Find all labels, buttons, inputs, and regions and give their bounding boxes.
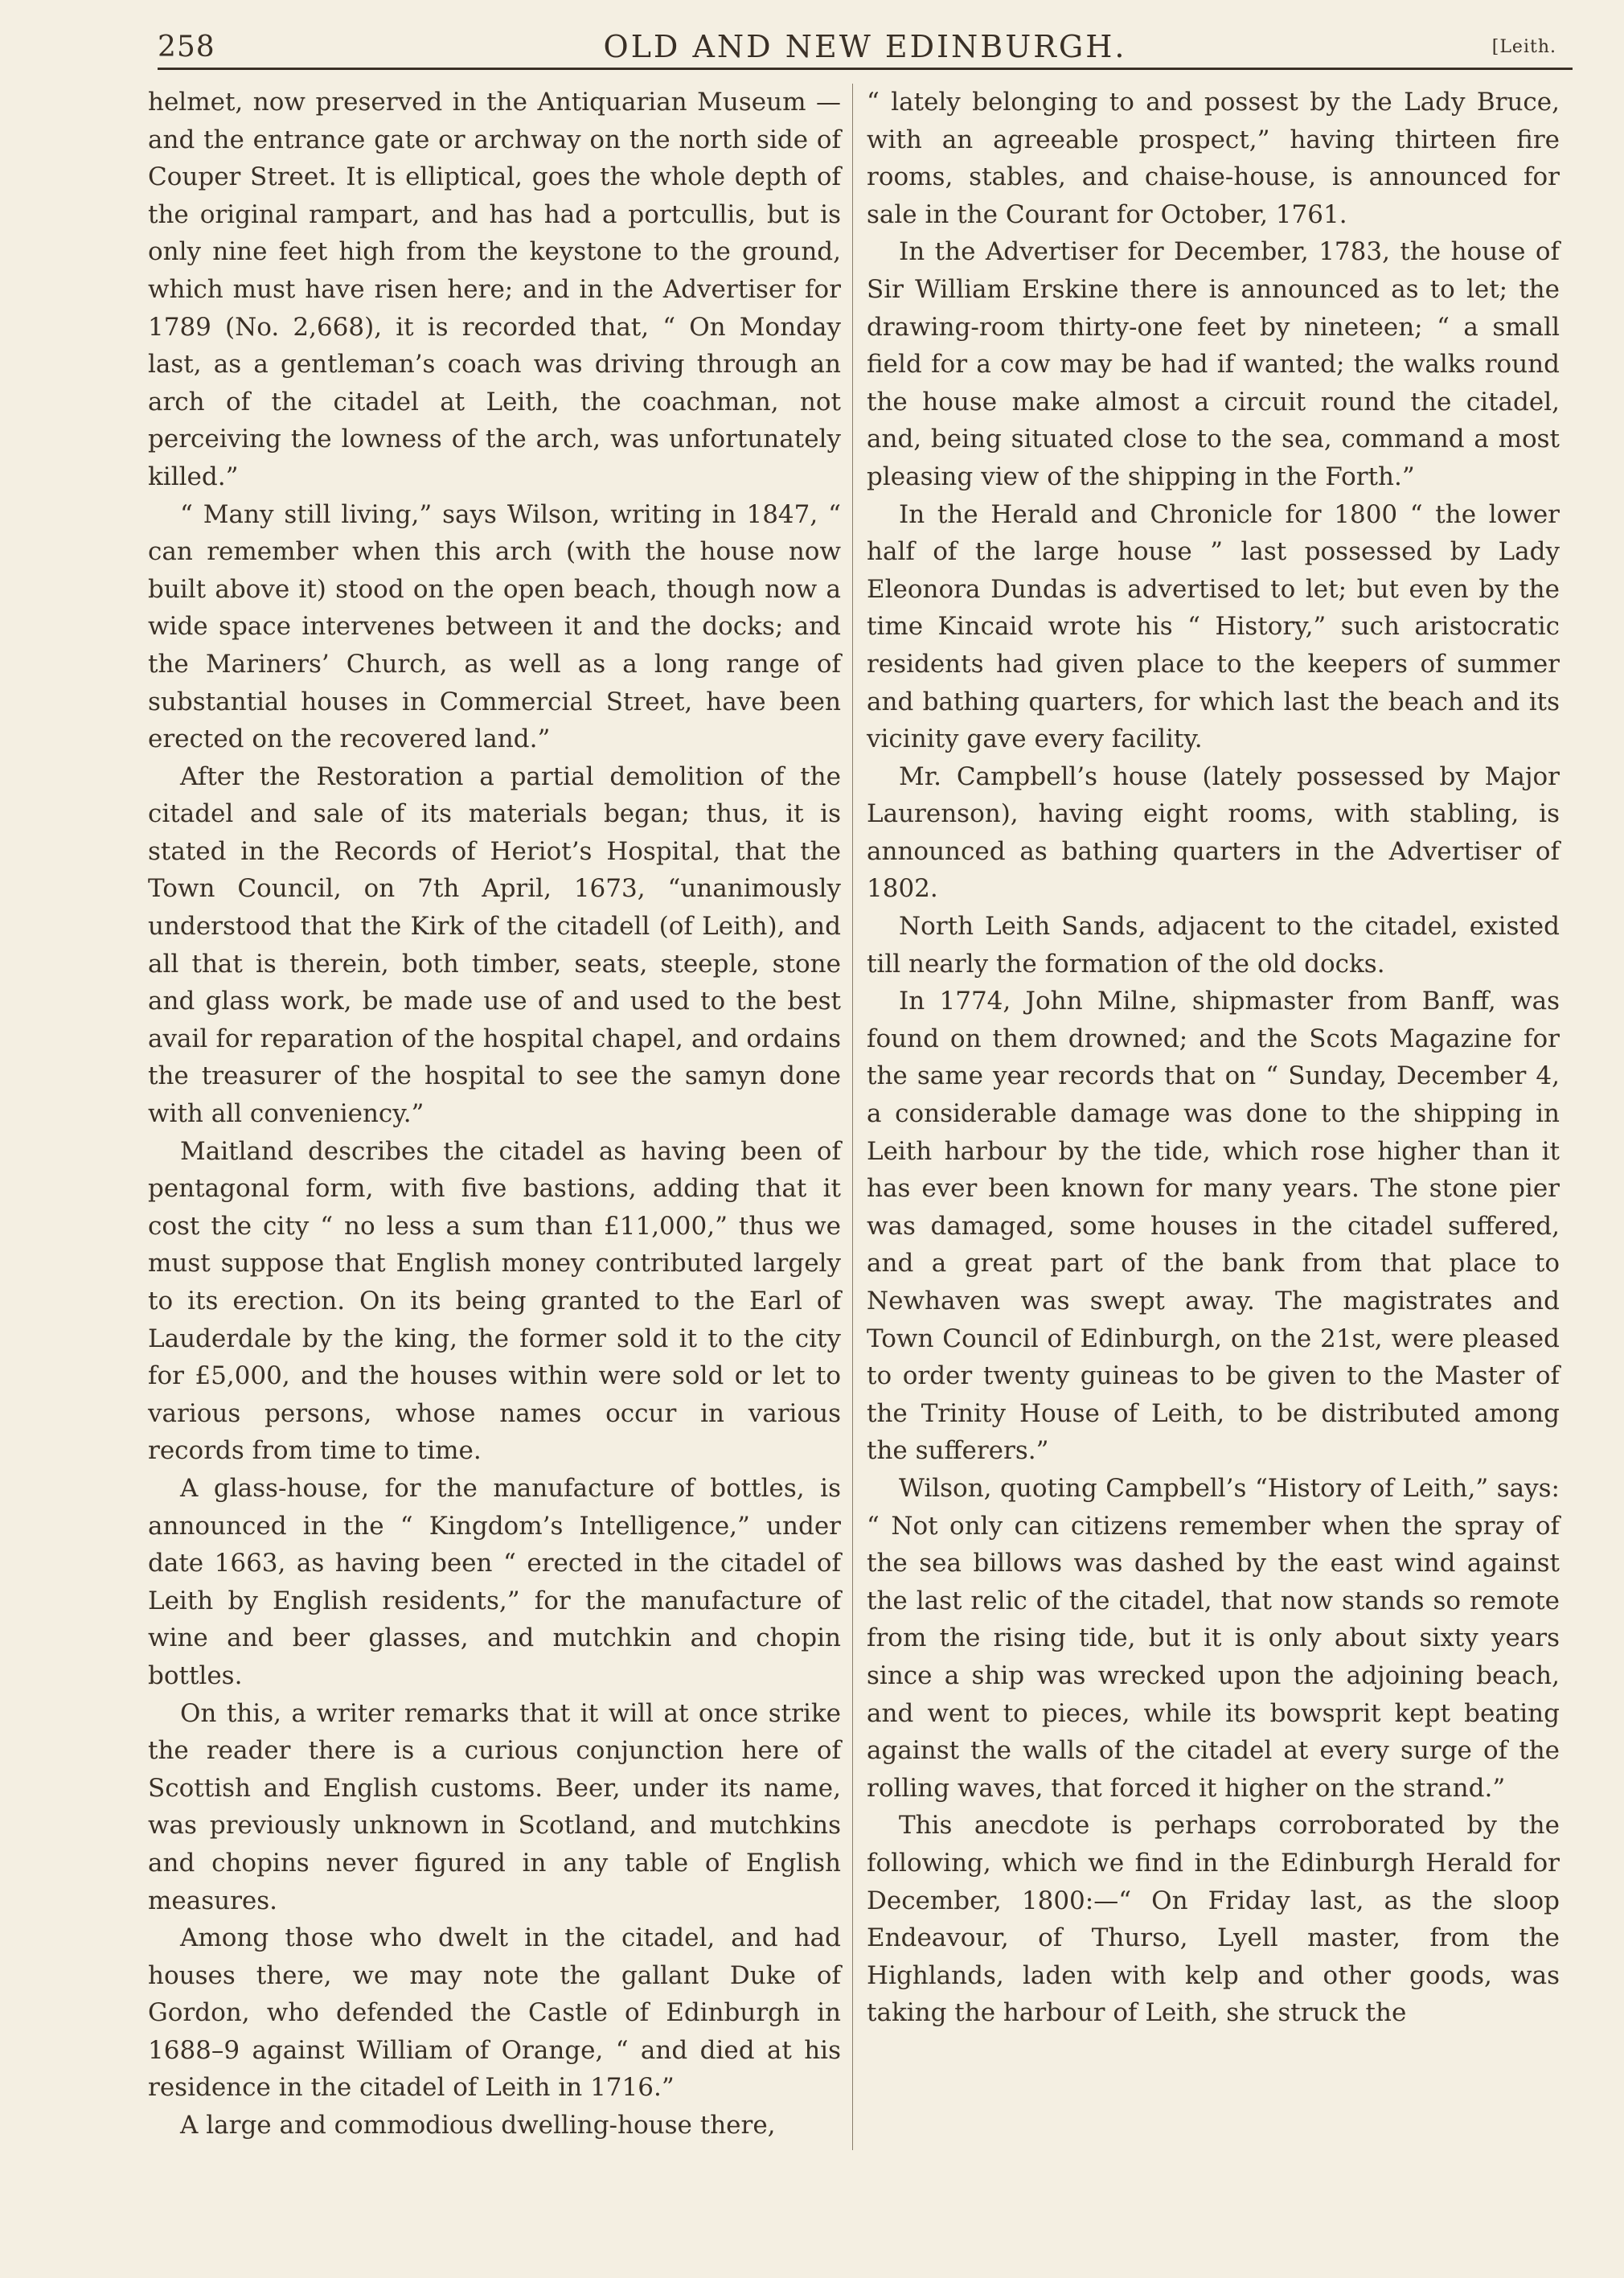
running-title: OLD AND NEW EDINBURGH. bbox=[603, 29, 1127, 64]
paragraph: In the Advertiser for December, 1783, the house of Sir William Erskine there is announced as to let; the drawing-room thirty-one feet by nineteen; “ a small field for a cow may be had if wanted; the walks round the house make almost a circuit round the citadel, and, being situated close to the sea, command a most pleasing view of the shipping in the Forth.” bbox=[867, 237, 1560, 491]
paragraph: This anecdote is perhaps corroborated by the following, which we find in the Edinburgh Herald for December, 1800:—“ On Friday last, as the sloop Endeavour, of Thurso, Lyell master, from the Highlands, laden with kelp and other goods, was taking the harbour of Leith, she struck the bbox=[867, 1811, 1560, 2028]
paragraph: Among those who dwelt in the citadel, and had houses there, we may note the gallant Duke of Gordon, who defended the Castle of Edinburgh in 1688–9 against William of Orange, “ and died at his residence in the citadel of Leith in 1716.” bbox=[148, 1923, 841, 2103]
page-header bbox=[158, 23, 1573, 71]
paragraph: Mr. Campbell’s house (lately possessed by Major Laurenson), having eight rooms, with stabling, is announced as bathing quarters in the Advertiser of 1802. bbox=[867, 761, 1560, 904]
header-rule bbox=[158, 68, 1573, 70]
page-number: 258 bbox=[158, 31, 215, 64]
paragraph: Maitland describes the citadel as having been of pentagonal form, with five bastions, adding that it cost the city “ no less a sum than £11,000,” thus we must suppose that English money contributed largely to its erection. On its being granted to the Earl of Lauderdale by the king, the former sold it to the city for £5,000, and the houses within were sold or let to various persons, whose names occur in various records from time to time. bbox=[148, 1136, 841, 1466]
paragraph: helmet, now preserved in the Antiquarian Museum —and the entrance gate or archway on the north side of Couper Street. It is elliptical, goes the whole depth of the original rampart, and has had a portcullis, but is only nine feet high from the keystone to the ground, which must have risen here; and in the Advertiser for 1789 (No. 2,668), it is recorded that, “ On Monday last, as a gentleman’s coach was driving through an arch of the citadel at Leith, the coachman, not perceiving the lowness of the arch, was unfortunately killed.” bbox=[148, 88, 841, 491]
paragraph: In the Herald and Chronicle for 1800 “ the lower half of the large house ” last possessed by Lady Eleonora Dundas is advertised to let; but even by the time Kincaid wrote his “ History,” such aristocratic residents had given place to the keepers of summer and bathing quarters, for which last the beach and its vicinity gave every facility. bbox=[867, 499, 1560, 754]
column-divider bbox=[852, 84, 853, 2150]
paragraph: After the Restoration a partial demolition of the citadel and sale of its materials began; thus, it is stated in the Records of Heriot’s Hospital, that the Town Council, on 7th April, 1673, “unanimously understood that the Kirk of the citadell (of Leith), and all that is therein, both timber, seats, steeple, stone and glass work, be made use of and used to the best avail for reparation of the hospital chapel, and ordains the treasurer of the hospital to see the samyn done with all conveniency.” bbox=[148, 761, 841, 1129]
section-label: [Leith. bbox=[1491, 37, 1556, 57]
paragraph: On this, a writer remarks that it will at once strike the reader there is a curious conjunction here of Scottish and English customs. Beer, under its name, was previously unknown in Scotland, and mutchkins and chopins never figured in any table of English measures. bbox=[148, 1698, 841, 1915]
paragraph: North Leith Sands, adjacent to the citadel, existed till nearly the formation of the old docks. bbox=[867, 912, 1560, 979]
paragraph: In 1774, John Milne, shipmaster from Banff, was found on them drowned; and the Scots Magazine for the same year records that on “ Sunday, December 4, a considerable damage was done to the shipping in Leith harbour by the tide, which rose higher than it has ever been known for many years. The stone pier was damaged, some houses in the citadel suffered, and a great part of the bank from that place to Newhaven was swept away. The magistrates and Town Council of Edinburgh, on the 21st, were pleased to order twenty guineas to be given to the Master of the Trinity House of Leith, to be distributed among the sufferers.” bbox=[867, 987, 1560, 1466]
paragraph: Wilson, quoting Campbell’s “History of Leith,” says: “ Not only can citizens remember when the spray of the sea billows was dashed by the east wind against the last relic of the citadel, that now stands so remote from the rising tide, but it is only about sixty years since a ship was wrecked upon the adjoining beach, and went to pieces, while its bowsprit kept beating against the walls of the citadel at every surge of the rolling waves, that forced it higher on the strand.” bbox=[867, 1473, 1560, 1803]
paragraph: “ Many still living,” says Wilson, writing in 1847, “ can remember when this arch (with the house now built above it) stood on the open beach, though now a wide space intervenes between it and the docks; and the Mariners’ Church, as well as a long range of substantial houses in Commercial Street, have been erected on the recovered land.” bbox=[148, 499, 841, 754]
paragraph: “ lately belonging to and possest by the Lady Bruce, with an agreeable prospect,” having thirteen fire rooms, stables, and chaise-house, is announced for sale in the Courant for October, 1761. bbox=[867, 88, 1560, 229]
right-column bbox=[867, 84, 1560, 2032]
paragraph: A large and commodious dwelling-house there, bbox=[180, 2111, 776, 2140]
paragraph: A glass-house, for the manufacture of bottles, is announced in the “ Kingdom’s Intelligence,” under date 1663, as having been “ erected in the citadel of Leith by English residents,” for the manufacture of wine and beer glasses, and mutchkin and chopin bottles. bbox=[148, 1473, 841, 1690]
left-column bbox=[148, 84, 841, 2145]
